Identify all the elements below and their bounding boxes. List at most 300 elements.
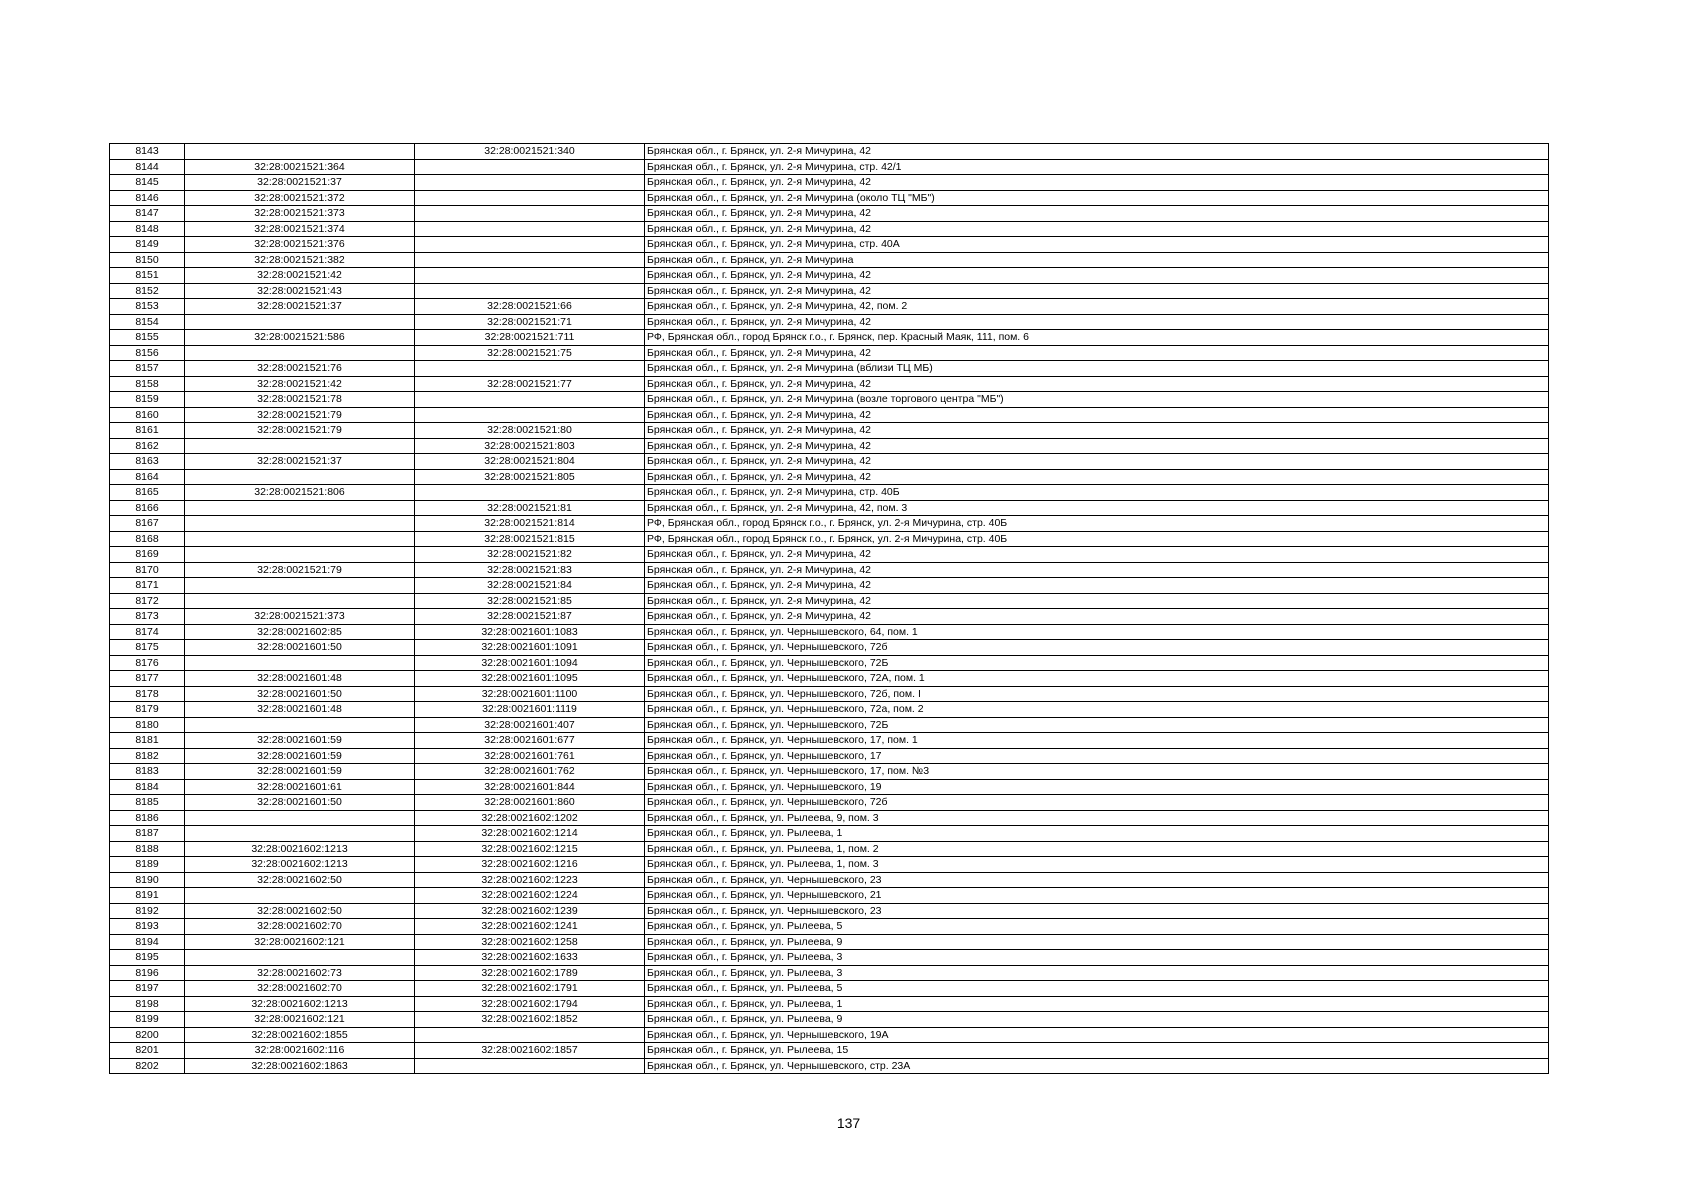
land-cadastral-number-cell	[185, 578, 415, 594]
address-cell: Брянская обл., г. Брянск, ул. 2-я Мичурина, 42	[645, 376, 1549, 392]
land-cadastral-number-cell: 32:28:0021521:806	[185, 485, 415, 501]
address-cell: Брянская обл., г. Брянск, ул. Чернышевского, 17, пом. 1	[645, 733, 1549, 749]
address-cell: Брянская обл., г. Брянск, ул. Рылеева, 1, пом. 3	[645, 857, 1549, 873]
row-number-cell: 8164	[110, 469, 185, 485]
table-row	[110, 252, 1549, 268]
table-row	[110, 779, 1549, 795]
address-cell: Брянская обл., г. Брянск, ул. Чернышевского, 23	[645, 872, 1549, 888]
address-cell: Брянская обл., г. Брянск, ул. Рылеева, 9	[645, 934, 1549, 950]
table-row	[110, 578, 1549, 594]
address-cell: Брянская обл., г. Брянск, ул. Чернышевского, 72б	[645, 640, 1549, 656]
table-row	[110, 345, 1549, 361]
land-cadastral-number-cell	[185, 547, 415, 563]
address-cell: Брянская обл., г. Брянск, ул. Рылеева, 1	[645, 826, 1549, 842]
object-cadastral-number-cell	[415, 283, 645, 299]
table-row	[110, 206, 1549, 222]
object-cadastral-number-cell	[415, 175, 645, 191]
address-cell: Брянская обл., г. Брянск, ул. Чернышевского, 17	[645, 748, 1549, 764]
land-cadastral-number-cell: 32:28:0021601:59	[185, 764, 415, 780]
object-cadastral-number-cell: 32:28:0021602:1633	[415, 950, 645, 966]
address-cell: Брянская обл., г. Брянск, ул. 2-я Мичурина, 42	[645, 314, 1549, 330]
table-row	[110, 1043, 1549, 1059]
object-cadastral-number-cell	[415, 237, 645, 253]
row-number-cell: 8145	[110, 175, 185, 191]
row-number-cell: 8185	[110, 795, 185, 811]
row-number-cell: 8184	[110, 779, 185, 795]
row-number-cell: 8149	[110, 237, 185, 253]
table-row	[110, 283, 1549, 299]
row-number-cell: 8170	[110, 562, 185, 578]
object-cadastral-number-cell: 32:28:0021601:1119	[415, 702, 645, 718]
object-cadastral-number-cell	[415, 206, 645, 222]
table-row	[110, 423, 1549, 439]
object-cadastral-number-cell: 32:28:0021601:1095	[415, 671, 645, 687]
registry-table	[109, 143, 1549, 1074]
address-cell: Брянская обл., г. Брянск, ул. 2-я Мичурина, 42	[645, 609, 1549, 625]
table-row	[110, 454, 1549, 470]
land-cadastral-number-cell: 32:28:0021521:79	[185, 423, 415, 439]
row-number-cell: 8187	[110, 826, 185, 842]
land-cadastral-number-cell: 32:28:0021601:50	[185, 795, 415, 811]
row-number-cell: 8182	[110, 748, 185, 764]
object-cadastral-number-cell: 32:28:0021601:761	[415, 748, 645, 764]
row-number-cell: 8150	[110, 252, 185, 268]
object-cadastral-number-cell: 32:28:0021521:81	[415, 500, 645, 516]
address-cell: РФ, Брянская обл., город Брянск г.о., г. Брянск, ул. 2-я Мичурина, стр. 40Б	[645, 516, 1549, 532]
address-cell: Брянская обл., г. Брянск, ул. Чернышевского, 23	[645, 903, 1549, 919]
address-cell: Брянская обл., г. Брянск, ул. 2-я Мичурина, 42	[645, 268, 1549, 284]
table-row	[110, 237, 1549, 253]
address-cell: Брянская обл., г. Брянск, ул. 2-я Мичурина, 42	[645, 454, 1549, 470]
object-cadastral-number-cell: 32:28:0021602:1791	[415, 981, 645, 997]
row-number-cell: 8158	[110, 376, 185, 392]
land-cadastral-number-cell: 32:28:0021602:50	[185, 903, 415, 919]
land-cadastral-number-cell	[185, 717, 415, 733]
object-cadastral-number-cell: 32:28:0021601:860	[415, 795, 645, 811]
object-cadastral-number-cell: 32:28:0021601:844	[415, 779, 645, 795]
table-row	[110, 686, 1549, 702]
address-cell: Брянская обл., г. Брянск, ул. Чернышевского, 21	[645, 888, 1549, 904]
land-cadastral-number-cell: 32:28:0021601:48	[185, 671, 415, 687]
object-cadastral-number-cell	[415, 392, 645, 408]
table-row	[110, 981, 1549, 997]
land-cadastral-number-cell: 32:28:0021602:1213	[185, 841, 415, 857]
object-cadastral-number-cell: 32:28:0021602:1223	[415, 872, 645, 888]
row-number-cell: 8154	[110, 314, 185, 330]
object-cadastral-number-cell: 32:28:0021602:1216	[415, 857, 645, 873]
land-cadastral-number-cell: 32:28:0021521:37	[185, 299, 415, 315]
table-row	[110, 671, 1549, 687]
table-row	[110, 531, 1549, 547]
land-cadastral-number-cell: 32:28:0021521:374	[185, 221, 415, 237]
table-row	[110, 733, 1549, 749]
object-cadastral-number-cell: 32:28:0021602:1857	[415, 1043, 645, 1059]
address-cell: Брянская обл., г. Брянск, ул. 2-я Мичурина, 42	[645, 175, 1549, 191]
table-row	[110, 903, 1549, 919]
address-cell: Брянская обл., г. Брянск, ул. Чернышевского, 72б, пом. I	[645, 686, 1549, 702]
row-number-cell: 8178	[110, 686, 185, 702]
object-cadastral-number-cell: 32:28:0021602:1214	[415, 826, 645, 842]
land-cadastral-number-cell	[185, 500, 415, 516]
land-cadastral-number-cell	[185, 888, 415, 904]
land-cadastral-number-cell: 32:28:0021521:43	[185, 283, 415, 299]
object-cadastral-number-cell: 32:28:0021521:340	[415, 144, 645, 160]
row-number-cell: 8173	[110, 609, 185, 625]
land-cadastral-number-cell: 32:28:0021601:50	[185, 686, 415, 702]
land-cadastral-number-cell: 32:28:0021521:37	[185, 454, 415, 470]
land-cadastral-number-cell: 32:28:0021602:73	[185, 965, 415, 981]
land-cadastral-number-cell: 32:28:0021521:373	[185, 206, 415, 222]
land-cadastral-number-cell	[185, 516, 415, 532]
address-cell: Брянская обл., г. Брянск, ул. 2-я Мичурина, 42	[645, 593, 1549, 609]
row-number-cell: 8148	[110, 221, 185, 237]
table-row	[110, 841, 1549, 857]
row-number-cell: 8180	[110, 717, 185, 733]
address-cell: Брянская обл., г. Брянск, ул. 2-я Мичурина (возле торгового центра "МБ")	[645, 392, 1549, 408]
row-number-cell: 8172	[110, 593, 185, 609]
object-cadastral-number-cell: 32:28:0021521:87	[415, 609, 645, 625]
row-number-cell: 8143	[110, 144, 185, 160]
object-cadastral-number-cell: 32:28:0021521:803	[415, 438, 645, 454]
table-row	[110, 407, 1549, 423]
address-cell: Брянская обл., г. Брянск, ул. Чернышевского, 72б	[645, 795, 1549, 811]
land-cadastral-number-cell: 32:28:0021521:42	[185, 268, 415, 284]
row-number-cell: 8151	[110, 268, 185, 284]
land-cadastral-number-cell	[185, 810, 415, 826]
object-cadastral-number-cell: 32:28:0021521:815	[415, 531, 645, 547]
object-cadastral-number-cell: 32:28:0021521:82	[415, 547, 645, 563]
table-row	[110, 748, 1549, 764]
row-number-cell: 8156	[110, 345, 185, 361]
row-number-cell: 8179	[110, 702, 185, 718]
land-cadastral-number-cell: 32:28:0021602:1213	[185, 857, 415, 873]
row-number-cell: 8194	[110, 934, 185, 950]
row-number-cell: 8191	[110, 888, 185, 904]
address-cell: Брянская обл., г. Брянск, ул. 2-я Мичурина, 42	[645, 547, 1549, 563]
land-cadastral-number-cell: 32:28:0021521:372	[185, 190, 415, 206]
table-row	[110, 392, 1549, 408]
table-row	[110, 500, 1549, 516]
row-number-cell: 8192	[110, 903, 185, 919]
land-cadastral-number-cell: 32:28:0021602:1213	[185, 996, 415, 1012]
address-cell: Брянская обл., г. Брянск, ул. Чернышевского, 72а, пом. 2	[645, 702, 1549, 718]
address-cell: Брянская обл., г. Брянск, ул. 2-я Мичурина, стр. 40Б	[645, 485, 1549, 501]
object-cadastral-number-cell: 32:28:0021601:1091	[415, 640, 645, 656]
table-row	[110, 175, 1549, 191]
table-row	[110, 562, 1549, 578]
address-cell: Брянская обл., г. Брянск, ул. Рылеева, 1, пом. 2	[645, 841, 1549, 857]
row-number-cell: 8175	[110, 640, 185, 656]
table-row	[110, 314, 1549, 330]
row-number-cell: 8193	[110, 919, 185, 935]
row-number-cell: 8202	[110, 1058, 185, 1074]
address-cell: Брянская обл., г. Брянск, ул. 2-я Мичурина, 42	[645, 221, 1549, 237]
land-cadastral-number-cell	[185, 826, 415, 842]
object-cadastral-number-cell: 32:28:0021601:1100	[415, 686, 645, 702]
land-cadastral-number-cell: 32:28:0021601:59	[185, 733, 415, 749]
row-number-cell: 8174	[110, 624, 185, 640]
object-cadastral-number-cell: 32:28:0021521:711	[415, 330, 645, 346]
land-cadastral-number-cell	[185, 314, 415, 330]
page-number: 137	[836, 1115, 861, 1131]
table-row	[110, 640, 1549, 656]
address-cell: РФ, Брянская обл., город Брянск г.о., г. Брянск, ул. 2-я Мичурина, стр. 40Б	[645, 531, 1549, 547]
land-cadastral-number-cell: 32:28:0021521:79	[185, 407, 415, 423]
row-number-cell: 8163	[110, 454, 185, 470]
table-row	[110, 438, 1549, 454]
object-cadastral-number-cell	[415, 1058, 645, 1074]
row-number-cell: 8199	[110, 1012, 185, 1028]
object-cadastral-number-cell: 32:28:0021602:1215	[415, 841, 645, 857]
row-number-cell: 8160	[110, 407, 185, 423]
land-cadastral-number-cell	[185, 345, 415, 361]
row-number-cell: 8169	[110, 547, 185, 563]
row-number-cell: 8166	[110, 500, 185, 516]
object-cadastral-number-cell: 32:28:0021602:1241	[415, 919, 645, 935]
object-cadastral-number-cell: 32:28:0021601:407	[415, 717, 645, 733]
row-number-cell: 8176	[110, 655, 185, 671]
object-cadastral-number-cell: 32:28:0021601:1083	[415, 624, 645, 640]
land-cadastral-number-cell: 32:28:0021521:376	[185, 237, 415, 253]
land-cadastral-number-cell: 32:28:0021602:116	[185, 1043, 415, 1059]
object-cadastral-number-cell: 32:28:0021521:84	[415, 578, 645, 594]
row-number-cell: 8153	[110, 299, 185, 315]
address-cell: Брянская обл., г. Брянск, ул. 2-я Мичурина, 42	[645, 423, 1549, 439]
address-cell: Брянская обл., г. Брянск, ул. 2-я Мичурина, стр. 42/1	[645, 159, 1549, 175]
table-row	[110, 717, 1549, 733]
object-cadastral-number-cell: 32:28:0021602:1202	[415, 810, 645, 826]
address-cell: Брянская обл., г. Брянск, ул. 2-я Мичурина, 42	[645, 562, 1549, 578]
address-cell: Брянская обл., г. Брянск, ул. Чернышевского, 64, пом. 1	[645, 624, 1549, 640]
object-cadastral-number-cell: 32:28:0021521:814	[415, 516, 645, 532]
land-cadastral-number-cell: 32:28:0021601:61	[185, 779, 415, 795]
land-cadastral-number-cell: 32:28:0021602:50	[185, 872, 415, 888]
object-cadastral-number-cell: 32:28:0021601:1094	[415, 655, 645, 671]
land-cadastral-number-cell: 32:28:0021521:78	[185, 392, 415, 408]
object-cadastral-number-cell: 32:28:0021602:1239	[415, 903, 645, 919]
table-row	[110, 609, 1549, 625]
row-number-cell: 8196	[110, 965, 185, 981]
row-number-cell: 8161	[110, 423, 185, 439]
land-cadastral-number-cell: 32:28:0021601:48	[185, 702, 415, 718]
land-cadastral-number-cell	[185, 593, 415, 609]
registry-table-body	[110, 144, 1549, 1074]
land-cadastral-number-cell: 32:28:0021521:76	[185, 361, 415, 377]
table-row	[110, 516, 1549, 532]
address-cell: Брянская обл., г. Брянск, ул. Рылеева, 9	[645, 1012, 1549, 1028]
table-row	[110, 593, 1549, 609]
table-row	[110, 469, 1549, 485]
table-row	[110, 826, 1549, 842]
row-number-cell: 8195	[110, 950, 185, 966]
land-cadastral-number-cell	[185, 531, 415, 547]
table-row	[110, 485, 1549, 501]
table-row	[110, 934, 1549, 950]
table-row	[110, 330, 1549, 346]
row-number-cell: 8189	[110, 857, 185, 873]
land-cadastral-number-cell	[185, 469, 415, 485]
object-cadastral-number-cell	[415, 485, 645, 501]
land-cadastral-number-cell: 32:28:0021602:121	[185, 1012, 415, 1028]
table-row	[110, 702, 1549, 718]
object-cadastral-number-cell: 32:28:0021601:677	[415, 733, 645, 749]
address-cell: Брянская обл., г. Брянск, ул. 2-я Мичурина, 42	[645, 469, 1549, 485]
land-cadastral-number-cell: 32:28:0021602:1855	[185, 1027, 415, 1043]
row-number-cell: 8165	[110, 485, 185, 501]
table-row	[110, 268, 1549, 284]
row-number-cell: 8190	[110, 872, 185, 888]
address-cell: Брянская обл., г. Брянск, ул. 2-я Мичурина, 42	[645, 578, 1549, 594]
table-row	[110, 361, 1549, 377]
row-number-cell: 8188	[110, 841, 185, 857]
address-cell: Брянская обл., г. Брянск, ул. Чернышевского, 19	[645, 779, 1549, 795]
object-cadastral-number-cell: 32:28:0021521:85	[415, 593, 645, 609]
address-cell: Брянская обл., г. Брянск, ул. Рылеева, 1	[645, 996, 1549, 1012]
object-cadastral-number-cell	[415, 268, 645, 284]
table-row	[110, 872, 1549, 888]
row-number-cell: 8177	[110, 671, 185, 687]
row-number-cell: 8181	[110, 733, 185, 749]
table-row	[110, 190, 1549, 206]
address-cell: Брянская обл., г. Брянск, ул. Рылеева, 3	[645, 950, 1549, 966]
land-cadastral-number-cell: 32:28:0021602:121	[185, 934, 415, 950]
land-cadastral-number-cell: 32:28:0021602:70	[185, 919, 415, 935]
object-cadastral-number-cell: 32:28:0021521:77	[415, 376, 645, 392]
land-cadastral-number-cell	[185, 438, 415, 454]
address-cell: Брянская обл., г. Брянск, ул. Чернышевского, 19А	[645, 1027, 1549, 1043]
row-number-cell: 8162	[110, 438, 185, 454]
table-row	[110, 159, 1549, 175]
object-cadastral-number-cell: 32:28:0021521:75	[415, 345, 645, 361]
row-number-cell: 8152	[110, 283, 185, 299]
row-number-cell: 8171	[110, 578, 185, 594]
address-cell: Брянская обл., г. Брянск, ул. 2-я Мичурина, 42, пом. 3	[645, 500, 1549, 516]
table-row	[110, 965, 1549, 981]
address-cell: Брянская обл., г. Брянск, ул. Рылеева, 5	[645, 981, 1549, 997]
land-cadastral-number-cell	[185, 655, 415, 671]
object-cadastral-number-cell: 32:28:0021521:66	[415, 299, 645, 315]
object-cadastral-number-cell: 32:28:0021521:83	[415, 562, 645, 578]
address-cell: Брянская обл., г. Брянск, ул. Рылеева, 5	[645, 919, 1549, 935]
row-number-cell: 8201	[110, 1043, 185, 1059]
address-cell: Брянская обл., г. Брянск, ул. Рылеева, 15	[645, 1043, 1549, 1059]
land-cadastral-number-cell: 32:28:0021602:70	[185, 981, 415, 997]
object-cadastral-number-cell: 32:28:0021602:1852	[415, 1012, 645, 1028]
object-cadastral-number-cell	[415, 159, 645, 175]
address-cell: РФ, Брянская обл., город Брянск г.о., г. Брянск, пер. Красный Маяк, 111, пом. 6	[645, 330, 1549, 346]
land-cadastral-number-cell: 32:28:0021521:382	[185, 252, 415, 268]
table-row	[110, 624, 1549, 640]
table-row	[110, 950, 1549, 966]
land-cadastral-number-cell	[185, 950, 415, 966]
table-row	[110, 1012, 1549, 1028]
land-cadastral-number-cell: 32:28:0021601:59	[185, 748, 415, 764]
object-cadastral-number-cell	[415, 221, 645, 237]
table-row	[110, 655, 1549, 671]
table-row	[110, 144, 1549, 160]
row-number-cell: 8167	[110, 516, 185, 532]
object-cadastral-number-cell	[415, 361, 645, 377]
object-cadastral-number-cell: 32:28:0021521:804	[415, 454, 645, 470]
table-row	[110, 888, 1549, 904]
row-number-cell: 8200	[110, 1027, 185, 1043]
object-cadastral-number-cell: 32:28:0021602:1794	[415, 996, 645, 1012]
address-cell: Брянская обл., г. Брянск, ул. Рылеева, 3	[645, 965, 1549, 981]
table-row	[110, 857, 1549, 873]
address-cell: Брянская обл., г. Брянск, ул. 2-я Мичурина, 42	[645, 144, 1549, 160]
address-cell: Брянская обл., г. Брянск, ул. 2-я Мичурина, 42	[645, 438, 1549, 454]
object-cadastral-number-cell	[415, 407, 645, 423]
land-cadastral-number-cell: 32:28:0021601:50	[185, 640, 415, 656]
row-number-cell: 8144	[110, 159, 185, 175]
address-cell: Брянская обл., г. Брянск, ул. 2-я Мичурина, 42	[645, 407, 1549, 423]
table-row	[110, 919, 1549, 935]
table-row	[110, 764, 1549, 780]
object-cadastral-number-cell: 32:28:0021601:762	[415, 764, 645, 780]
row-number-cell: 8198	[110, 996, 185, 1012]
land-cadastral-number-cell: 32:28:0021521:586	[185, 330, 415, 346]
row-number-cell: 8157	[110, 361, 185, 377]
land-cadastral-number-cell: 32:28:0021521:79	[185, 562, 415, 578]
object-cadastral-number-cell: 32:28:0021602:1789	[415, 965, 645, 981]
address-cell: Брянская обл., г. Брянск, ул. 2-я Мичурина, стр. 40А	[645, 237, 1549, 253]
table-row	[110, 1027, 1549, 1043]
table-row	[110, 221, 1549, 237]
address-cell: Брянская обл., г. Брянск, ул. Рылеева, 9, пом. 3	[645, 810, 1549, 826]
address-cell: Брянская обл., г. Брянск, ул. Чернышевского, 72Б	[645, 717, 1549, 733]
object-cadastral-number-cell: 32:28:0021602:1224	[415, 888, 645, 904]
row-number-cell: 8155	[110, 330, 185, 346]
row-number-cell: 8146	[110, 190, 185, 206]
land-cadastral-number-cell: 32:28:0021521:42	[185, 376, 415, 392]
land-cadastral-number-cell	[185, 144, 415, 160]
object-cadastral-number-cell	[415, 190, 645, 206]
table-row	[110, 376, 1549, 392]
row-number-cell: 8168	[110, 531, 185, 547]
table-row	[110, 996, 1549, 1012]
table-row	[110, 795, 1549, 811]
address-cell: Брянская обл., г. Брянск, ул. Чернышевского, стр. 23А	[645, 1058, 1549, 1074]
table-row	[110, 810, 1549, 826]
address-cell: Брянская обл., г. Брянск, ул. 2-я Мичурина (около ТЦ "МБ")	[645, 190, 1549, 206]
row-number-cell: 8147	[110, 206, 185, 222]
land-cadastral-number-cell: 32:28:0021521:364	[185, 159, 415, 175]
row-number-cell: 8186	[110, 810, 185, 826]
land-cadastral-number-cell: 32:28:0021602:85	[185, 624, 415, 640]
row-number-cell: 8159	[110, 392, 185, 408]
row-number-cell: 8183	[110, 764, 185, 780]
land-cadastral-number-cell: 32:28:0021521:373	[185, 609, 415, 625]
object-cadastral-number-cell	[415, 252, 645, 268]
address-cell: Брянская обл., г. Брянск, ул. 2-я Мичурина, 42	[645, 345, 1549, 361]
address-cell: Брянская обл., г. Брянск, ул. 2-я Мичурина (вблизи ТЦ МБ)	[645, 361, 1549, 377]
table-row	[110, 547, 1549, 563]
address-cell: Брянская обл., г. Брянск, ул. Чернышевского, 72А, пом. 1	[645, 671, 1549, 687]
row-number-cell: 8197	[110, 981, 185, 997]
object-cadastral-number-cell: 32:28:0021521:805	[415, 469, 645, 485]
land-cadastral-number-cell: 32:28:0021602:1863	[185, 1058, 415, 1074]
object-cadastral-number-cell	[415, 1027, 645, 1043]
object-cadastral-number-cell: 32:28:0021602:1258	[415, 934, 645, 950]
table-row	[110, 1058, 1549, 1074]
table-row	[110, 299, 1549, 315]
address-cell: Брянская обл., г. Брянск, ул. Чернышевского, 72Б	[645, 655, 1549, 671]
address-cell: Брянская обл., г. Брянск, ул. Чернышевского, 17, пом. №3	[645, 764, 1549, 780]
object-cadastral-number-cell: 32:28:0021521:80	[415, 423, 645, 439]
address-cell: Брянская обл., г. Брянск, ул. 2-я Мичурина, 42	[645, 283, 1549, 299]
address-cell: Брянская обл., г. Брянск, ул. 2-я Мичурина, 42	[645, 206, 1549, 222]
object-cadastral-number-cell: 32:28:0021521:71	[415, 314, 645, 330]
